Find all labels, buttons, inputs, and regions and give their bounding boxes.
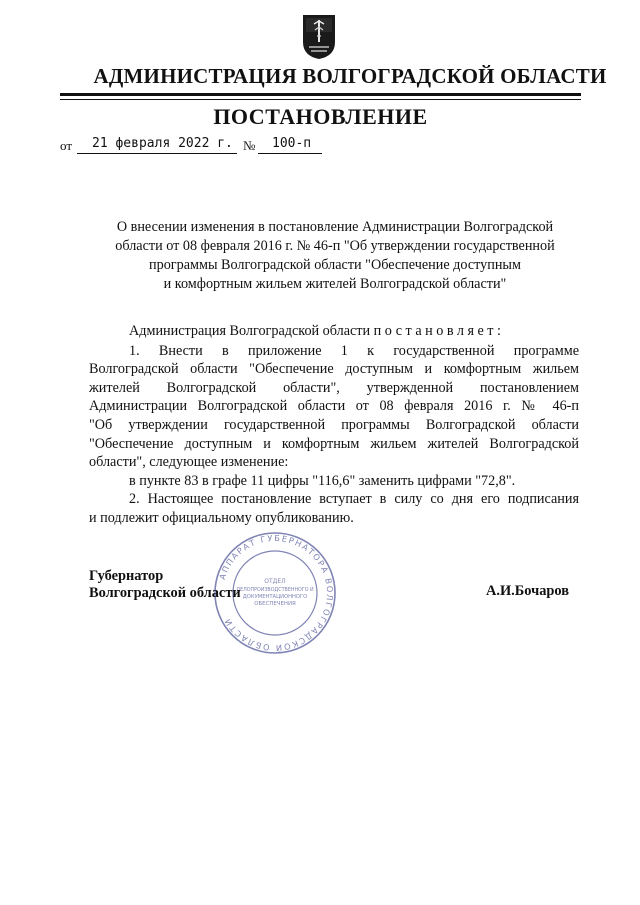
signatory-name: А.И.Бочаров <box>486 583 570 599</box>
document-date: 21 февраля 2022 г. <box>92 136 233 151</box>
preamble-verb: постановляет: <box>373 323 505 339</box>
subject-line: программы Волгоградской области "Обеспечение доступным <box>149 257 521 273</box>
header-rule-thin <box>60 99 581 100</box>
number-prefix: № <box>243 138 256 153</box>
date-underline <box>77 153 237 154</box>
stamp-inner-line: ОБЕСПЕЧЕНИЯ <box>254 601 296 607</box>
item-1-line: области", следующее изменение: <box>89 454 289 471</box>
header-rule-thick <box>60 93 581 96</box>
document-number: 100-п <box>272 136 312 151</box>
preamble-subject: Администрация Волгоградской области <box>129 323 371 339</box>
preamble <box>89 322 579 341</box>
subject-line: О внесении изменения в постановление Администрации Волгоградской <box>116 219 554 235</box>
item-1-line: жителей Волгоградской области", утвержденной постановлением <box>89 379 579 396</box>
item-2-line: и подлежит официальному опубликованию. <box>89 509 354 526</box>
document-subject <box>90 218 580 294</box>
signatory-title-line: Волгоградской области <box>89 585 241 601</box>
item-1-change: в пункте 83 в графе 11 цифры "116,6" заменить цифрами "72,8". <box>129 472 516 489</box>
date-prefix: от <box>60 138 73 153</box>
stamp-outer-text: АППАРАТ ГУБЕРНАТОРА ВОЛГОГРАДСКОЙ ОБЛАСТИ <box>216 532 336 654</box>
number-underline <box>258 153 322 154</box>
organization-title: АДМИНИСТРАЦИЯ ВОЛГОГРАДСКОЙ ОБЛАСТИ <box>93 64 607 88</box>
stamp-inner-line: ДОКУМЕНТАЦИОННОГО <box>242 594 308 600</box>
item-1-line: Администрации Волгоградской области от 08 февраля 2016 г. № 46-п <box>89 398 579 415</box>
signatory-title-line: Губернатор <box>89 568 164 584</box>
stamp-inner-line: ОТДЕЛ <box>264 578 286 585</box>
item-1-line: 1. Внести в приложение 1 к государственной программе <box>129 342 579 359</box>
document-type: ПОСТАНОВЛЕНИЕ <box>213 104 428 129</box>
stamp-inner-line: ДЕЛОПРОИЗВОДСТВЕННОГО И <box>236 588 314 593</box>
volgograd-coat-of-arms-icon <box>300 12 338 60</box>
signatory-title <box>89 568 241 602</box>
item-1-line: "Обеспечение доступным и комфортным жильем жителей Волгоградской <box>89 435 579 452</box>
subject-line: области от 08 февраля 2016 г. № 46-п "Об утверждении государственной <box>115 238 555 254</box>
item-2-line: 2. Настоящее постановление вступает в силу со дня его подписания <box>129 491 579 508</box>
document-body <box>89 322 579 528</box>
item-1-line: Волгоградской области "Обеспечение доступным и комфортным жильем <box>89 361 579 378</box>
item-1-line: "Об утверждении государственной программы Волгоградской области <box>89 416 579 433</box>
subject-line: и комфортным жильем жителей Волгоградской области" <box>163 276 507 292</box>
